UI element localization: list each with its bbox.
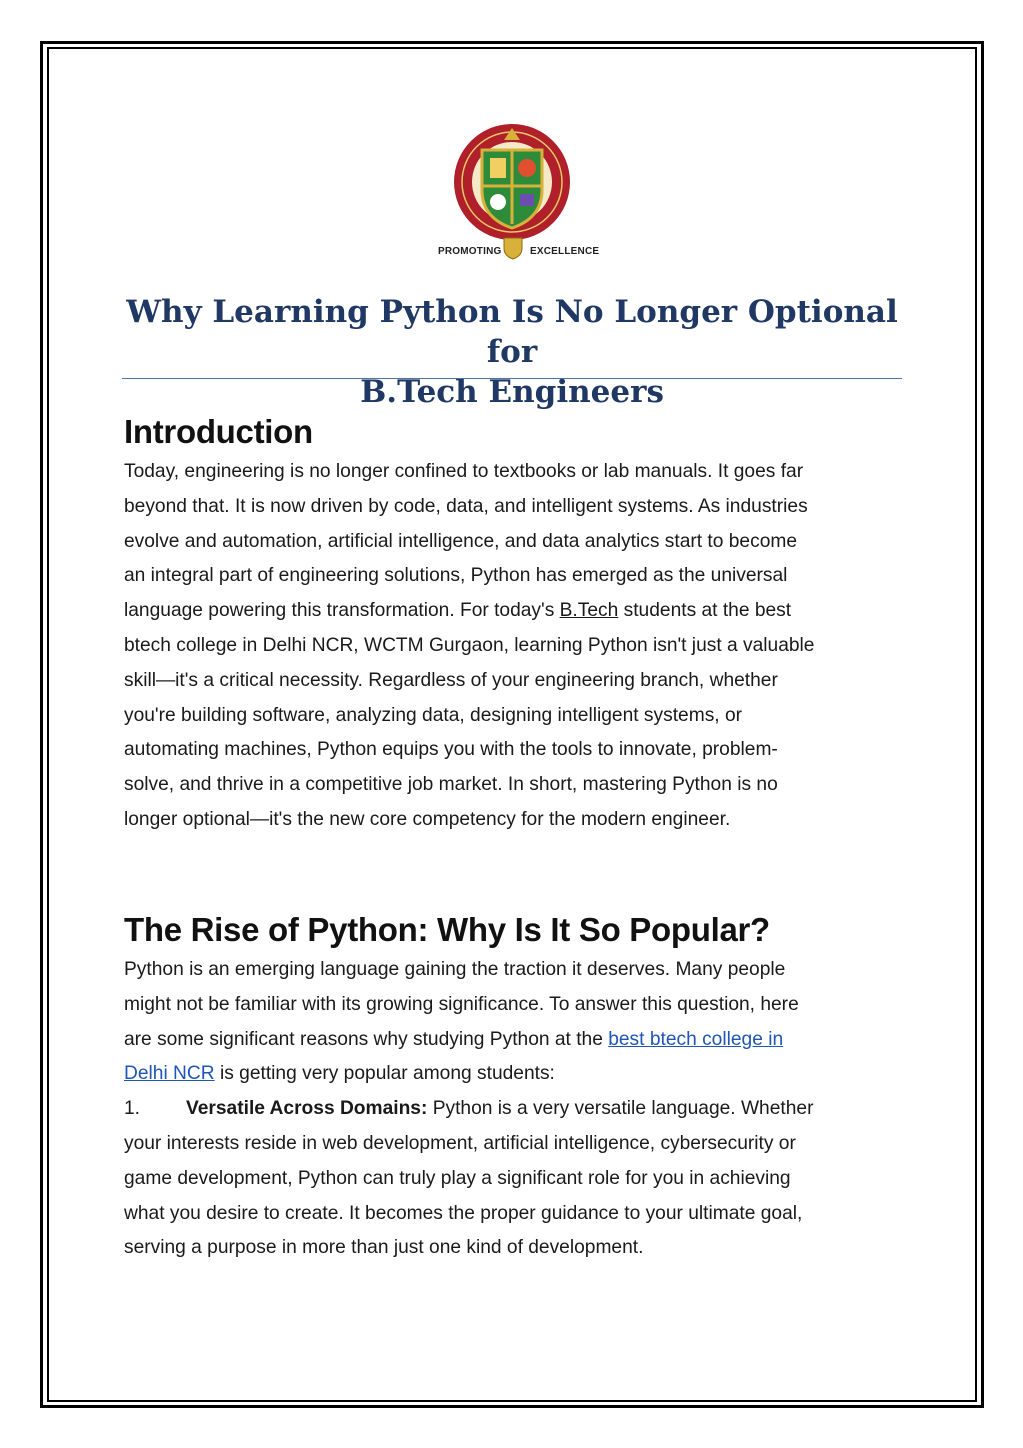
document-title	[122, 292, 902, 412]
intro-line: btech college in Delhi NCR, WCTM Gurgaon, learning Python isn't just a valuable	[124, 634, 815, 656]
intro-line: skill—it's a critical necessity. Regardless of your engineering branch, whether	[124, 669, 778, 691]
rise-line: Python is an emerging language gaining the traction it deserves. Many people	[124, 959, 786, 980]
intro-heading: Introduction	[124, 413, 313, 450]
title-line-2: B.Tech Engineers	[360, 374, 664, 410]
rise-text: is getting very popular among students:	[214, 1063, 555, 1085]
intro-line: Today, engineering is no longer confined to textbooks or lab manuals. It goes far	[124, 461, 804, 482]
rise-heading: The Rise of Python: Why Is It So Popular?	[124, 911, 770, 948]
rise-line: might not be familiar with its growing significance. To answer this question, here	[124, 993, 799, 1015]
intro-line: beyond that. It is now driven by code, data, and intelligent systems. As industries	[124, 495, 808, 517]
rise-line	[124, 1023, 894, 1058]
intro-line	[124, 594, 894, 629]
delhi-ncr-link[interactable]: Delhi NCR	[124, 1063, 215, 1085]
intro-paragraph	[124, 455, 894, 838]
list-number: 1.	[124, 1098, 141, 1120]
rise-paragraph	[124, 953, 894, 1266]
title-divider	[122, 378, 902, 379]
intro-line: longer optional—it's the new core competency for the modern engineer.	[124, 808, 731, 830]
best-btech-college-link[interactable]: best btech college in	[608, 1028, 784, 1050]
rise-line: game development, Python can truly play a significant role for you in achieving	[124, 1167, 791, 1189]
btech-link[interactable]: B.Tech	[559, 600, 619, 622]
list-item-text: Python is a very versatile language. Whether	[427, 1098, 814, 1120]
rise-line: serving a purpose in more than just one kind of development.	[124, 1237, 644, 1259]
rise-line	[124, 1057, 894, 1092]
college-seal-icon	[430, 120, 630, 250]
tagline-right: EXCELLENCE	[530, 246, 600, 257]
tagline-left: PROMOTING	[438, 246, 502, 257]
intro-text: language powering this transformation. For today's	[124, 600, 560, 622]
title-line-1: Why Learning Python Is No Longer Optional for	[126, 294, 898, 370]
intro-line: automating machines, Python equips you with the tools to innovate, problem-	[124, 739, 778, 761]
list-item-title: Versatile Across Domains:	[186, 1098, 428, 1120]
intro-line: you're building software, analyzing data, designing intelligent systems, or	[124, 704, 743, 726]
emblem-icon	[502, 236, 524, 260]
list-item	[124, 1092, 894, 1127]
rise-line: what you desire to create. It becomes the proper guidance to your ultimate goal,	[124, 1202, 803, 1224]
intro-line: evolve and automation, artificial intelligence, and data analytics start to become	[124, 530, 798, 552]
intro-text: students at the best	[618, 600, 792, 622]
intro-line: solve, and thrive in a competitive job market. In short, mastering Python is no	[124, 774, 778, 796]
rise-line: your interests reside in web development, artificial intelligence, cybersecurity or	[124, 1132, 796, 1154]
intro-line: an integral part of engineering solutions, Python has emerged as the universal	[124, 565, 788, 587]
rise-text: are some significant reasons why studying Python at the	[124, 1028, 609, 1050]
